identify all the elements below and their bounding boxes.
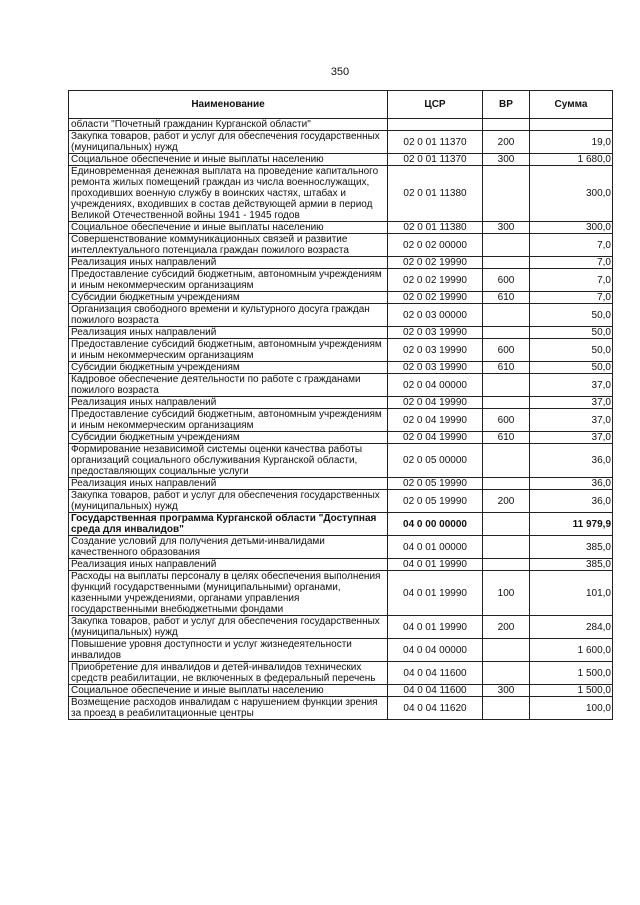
cell-vr bbox=[483, 662, 530, 685]
table-row bbox=[69, 234, 613, 257]
cell-name: Предоставление субсидий бюджетным, автономным учреждениям и иным некоммерческим организациям bbox=[69, 269, 388, 292]
cell-vr: 600 bbox=[483, 269, 530, 292]
cell-sum: 50,0 bbox=[530, 304, 613, 327]
table-row bbox=[69, 304, 613, 327]
table-row bbox=[69, 131, 613, 154]
cell-sum: 37,0 bbox=[530, 409, 613, 432]
cell-sum: 11 979,9 bbox=[530, 513, 613, 536]
cell-csr: 02 0 03 00000 bbox=[388, 304, 483, 327]
cell-name: Закупка товаров, работ и услуг для обеспечения государственных (муниципальных) нужд bbox=[69, 490, 388, 513]
cell-name: Создание условий для получения детьми-инвалидами качественного образования bbox=[69, 536, 388, 559]
table-row bbox=[69, 119, 613, 131]
cell-sum: 385,0 bbox=[530, 559, 613, 571]
cell-csr: 02 0 04 19990 bbox=[388, 397, 483, 409]
cell-csr: 02 0 02 00000 bbox=[388, 234, 483, 257]
cell-vr bbox=[483, 327, 530, 339]
cell-name: Приобретение для инвалидов и детей-инвалидов технических средств реабилитации, не включенных в федеральный перечень bbox=[69, 662, 388, 685]
cell-sum: 36,0 bbox=[530, 490, 613, 513]
cell-sum: 100,0 bbox=[530, 697, 613, 720]
cell-vr bbox=[483, 257, 530, 269]
cell-name: Реализация иных направлений bbox=[69, 478, 388, 490]
cell-name: Социальное обеспечение и иные выплаты населению bbox=[69, 685, 388, 697]
cell-vr bbox=[483, 397, 530, 409]
cell-csr: 02 0 01 11370 bbox=[388, 131, 483, 154]
cell-name: области "Почетный гражданин Курганской области" bbox=[69, 119, 388, 131]
table-body bbox=[69, 119, 613, 720]
table-row bbox=[69, 536, 613, 559]
cell-sum: 7,0 bbox=[530, 234, 613, 257]
table-row bbox=[69, 257, 613, 269]
cell-csr: 04 0 01 19990 bbox=[388, 616, 483, 639]
cell-name: Реализация иных направлений bbox=[69, 327, 388, 339]
table-row bbox=[69, 478, 613, 490]
cell-sum: 1 680,0 bbox=[530, 154, 613, 166]
cell-name: Возмещение расходов инвалидам с нарушением функции зрения за проезд в реабилитационные центры bbox=[69, 697, 388, 720]
cell-csr: 04 0 04 11600 bbox=[388, 685, 483, 697]
cell-name: Закупка товаров, работ и услуг для обеспечения государственных (муниципальных) нужд bbox=[69, 616, 388, 639]
cell-name: Субсидии бюджетным учреждениям bbox=[69, 292, 388, 304]
cell-csr: 04 0 01 19990 bbox=[388, 559, 483, 571]
table-header-row bbox=[69, 91, 613, 119]
cell-vr: 300 bbox=[483, 685, 530, 697]
cell-csr: 02 0 02 19990 bbox=[388, 292, 483, 304]
table-row bbox=[69, 327, 613, 339]
table-row bbox=[69, 397, 613, 409]
table-row bbox=[69, 166, 613, 222]
cell-name: Социальное обеспечение и иные выплаты населению bbox=[69, 222, 388, 234]
cell-sum: 7,0 bbox=[530, 257, 613, 269]
cell-sum: 19,0 bbox=[530, 131, 613, 154]
cell-vr: 600 bbox=[483, 409, 530, 432]
cell-sum: 50,0 bbox=[530, 339, 613, 362]
cell-vr: 100 bbox=[483, 571, 530, 616]
cell-sum: 101,0 bbox=[530, 571, 613, 616]
cell-vr bbox=[483, 559, 530, 571]
cell-sum: 7,0 bbox=[530, 292, 613, 304]
cell-vr bbox=[483, 234, 530, 257]
cell-sum bbox=[530, 119, 613, 131]
table-row bbox=[69, 362, 613, 374]
column-header-vr: ВР bbox=[483, 91, 530, 119]
cell-csr: 02 0 03 19990 bbox=[388, 362, 483, 374]
cell-sum: 36,0 bbox=[530, 478, 613, 490]
cell-name: Расходы на выплаты персоналу в целях обеспечения выполнения функций государственными (муниципальными) органами, казенными учреждениями, органами управления государственными внебюджетными фондами bbox=[69, 571, 388, 616]
cell-csr: 02 0 05 19990 bbox=[388, 478, 483, 490]
cell-sum: 7,0 bbox=[530, 269, 613, 292]
cell-sum: 50,0 bbox=[530, 362, 613, 374]
table-row bbox=[69, 639, 613, 662]
cell-name: Субсидии бюджетным учреждениям bbox=[69, 362, 388, 374]
cell-vr bbox=[483, 304, 530, 327]
cell-csr: 02 0 01 11380 bbox=[388, 166, 483, 222]
table-row bbox=[69, 444, 613, 478]
cell-sum: 1 600,0 bbox=[530, 639, 613, 662]
cell-csr: 02 0 01 11380 bbox=[388, 222, 483, 234]
table-row bbox=[69, 222, 613, 234]
cell-vr bbox=[483, 639, 530, 662]
cell-csr: 02 0 03 19990 bbox=[388, 339, 483, 362]
cell-sum: 1 500,0 bbox=[530, 685, 613, 697]
cell-csr: 02 0 04 19990 bbox=[388, 409, 483, 432]
cell-name: Социальное обеспечение и иные выплаты населению bbox=[69, 154, 388, 166]
cell-csr bbox=[388, 119, 483, 131]
table-row bbox=[69, 292, 613, 304]
table-row bbox=[69, 154, 613, 166]
cell-sum: 300,0 bbox=[530, 166, 613, 222]
cell-csr: 02 0 01 11370 bbox=[388, 154, 483, 166]
cell-sum: 37,0 bbox=[530, 432, 613, 444]
column-header-sum: Сумма bbox=[530, 91, 613, 119]
table-row bbox=[69, 571, 613, 616]
cell-vr: 200 bbox=[483, 131, 530, 154]
cell-vr bbox=[483, 478, 530, 490]
page-number: 350 bbox=[330, 66, 350, 78]
table-row bbox=[69, 339, 613, 362]
table-row bbox=[69, 616, 613, 639]
column-header-csr: ЦСР bbox=[388, 91, 483, 119]
cell-sum: 1 500,0 bbox=[530, 662, 613, 685]
cell-vr: 610 bbox=[483, 362, 530, 374]
cell-name: Предоставление субсидий бюджетным, автономным учреждениям и иным некоммерческим организациям bbox=[69, 339, 388, 362]
budget-table bbox=[68, 90, 613, 720]
cell-csr: 04 0 04 00000 bbox=[388, 639, 483, 662]
cell-vr bbox=[483, 119, 530, 131]
cell-csr: 02 0 03 19990 bbox=[388, 327, 483, 339]
cell-sum: 37,0 bbox=[530, 374, 613, 397]
cell-vr: 200 bbox=[483, 490, 530, 513]
cell-name: Субсидии бюджетным учреждениям bbox=[69, 432, 388, 444]
column-header-name: Наименование bbox=[69, 91, 388, 119]
table-row bbox=[69, 374, 613, 397]
cell-vr bbox=[483, 166, 530, 222]
cell-sum: 50,0 bbox=[530, 327, 613, 339]
cell-vr: 300 bbox=[483, 222, 530, 234]
cell-vr bbox=[483, 374, 530, 397]
cell-csr: 02 0 02 19990 bbox=[388, 269, 483, 292]
cell-csr: 02 0 02 19990 bbox=[388, 257, 483, 269]
cell-name: Предоставление субсидий бюджетным, автономным учреждениям и иным некоммерческим организациям bbox=[69, 409, 388, 432]
table-row bbox=[69, 269, 613, 292]
cell-csr: 02 0 05 19990 bbox=[388, 490, 483, 513]
cell-vr: 200 bbox=[483, 616, 530, 639]
table-row bbox=[69, 432, 613, 444]
cell-name: Единовременная денежная выплата на проведение капитального ремонта жилых помещений граждан из числа военнослужащих, проходивших военную службу в воинских частях, штабах и учреждениях, входивших в состав действующей армии в период Великой Отечественной войны 1941 - 1945 годов bbox=[69, 166, 388, 222]
cell-csr: 02 0 05 00000 bbox=[388, 444, 483, 478]
cell-csr: 04 0 04 11600 bbox=[388, 662, 483, 685]
cell-name: Реализация иных направлений bbox=[69, 559, 388, 571]
cell-name: Реализация иных направлений bbox=[69, 397, 388, 409]
cell-name: Государственная программа Курганской области "Доступная среда для инвалидов" bbox=[69, 513, 388, 536]
table-row bbox=[69, 697, 613, 720]
cell-vr bbox=[483, 536, 530, 559]
table-row bbox=[69, 409, 613, 432]
table-row bbox=[69, 490, 613, 513]
cell-csr: 04 0 04 11620 bbox=[388, 697, 483, 720]
cell-vr bbox=[483, 697, 530, 720]
cell-name: Формирование независимой системы оценки качества работы организаций социального обслуживания Курганской области, предоставляющих социальные услуги bbox=[69, 444, 388, 478]
cell-sum: 36,0 bbox=[530, 444, 613, 478]
cell-name: Закупка товаров, работ и услуг для обеспечения государственных (муниципальных) нужд bbox=[69, 131, 388, 154]
cell-sum: 37,0 bbox=[530, 397, 613, 409]
cell-vr: 610 bbox=[483, 292, 530, 304]
cell-vr bbox=[483, 513, 530, 536]
cell-vr bbox=[483, 444, 530, 478]
cell-vr: 300 bbox=[483, 154, 530, 166]
cell-csr: 02 0 04 19990 bbox=[388, 432, 483, 444]
cell-name: Кадровое обеспечение деятельности по работе с гражданами пожилого возраста bbox=[69, 374, 388, 397]
cell-csr: 02 0 04 00000 bbox=[388, 374, 483, 397]
cell-name: Реализация иных направлений bbox=[69, 257, 388, 269]
cell-name: Повышение уровня доступности и услуг жизнедеятельности инвалидов bbox=[69, 639, 388, 662]
cell-csr: 04 0 01 19990 bbox=[388, 571, 483, 616]
cell-csr: 04 0 00 00000 bbox=[388, 513, 483, 536]
cell-csr: 04 0 01 00000 bbox=[388, 536, 483, 559]
cell-vr: 600 bbox=[483, 339, 530, 362]
table-row bbox=[69, 513, 613, 536]
cell-vr: 610 bbox=[483, 432, 530, 444]
table-row bbox=[69, 559, 613, 571]
cell-sum: 284,0 bbox=[530, 616, 613, 639]
table-row bbox=[69, 685, 613, 697]
cell-name: Организация свободного времени и культурного досуга граждан пожилого возраста bbox=[69, 304, 388, 327]
table-row bbox=[69, 662, 613, 685]
cell-sum: 300,0 bbox=[530, 222, 613, 234]
cell-sum: 385,0 bbox=[530, 536, 613, 559]
cell-name: Совершенствование коммуникационных связей и развитие интеллектуального потенциала граждан пожилого возраста bbox=[69, 234, 388, 257]
